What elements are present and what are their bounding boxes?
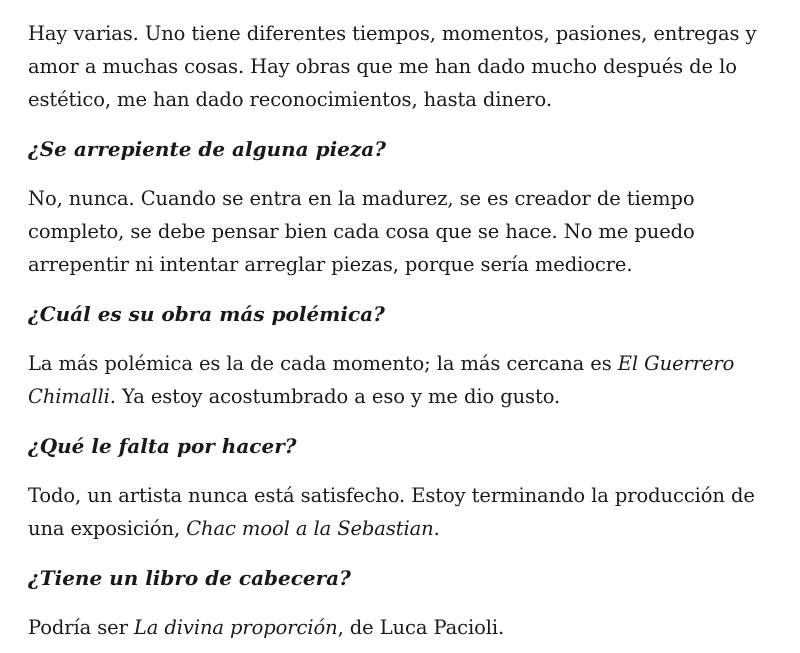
answer-text: .	[433, 517, 440, 540]
artwork-title: El Guerrero Chimalli	[28, 352, 735, 408]
answer-paragraph-2	[28, 182, 772, 281]
answer-paragraph-5	[28, 611, 772, 644]
answer-text: La más polémica es la de cada momento; la más cercana es	[28, 352, 618, 375]
answer-paragraph-1	[28, 17, 772, 116]
question-4: ¿Qué le falta por hacer?	[28, 434, 297, 458]
question-2: ¿Se arrepiente de alguna pieza?	[28, 137, 386, 161]
answer-text: Todo, un artista nunca está satisfecho. Estoy terminando la producción de una exposición,	[28, 484, 755, 540]
exhibition-title: Chac mool a la Sebastian	[186, 517, 434, 540]
answer-paragraph-4	[28, 479, 772, 545]
answer-paragraph-3	[28, 347, 772, 413]
answer-text: . Ya estoy acostumbrado a eso y me dio gusto.	[109, 385, 561, 408]
question-3: ¿Cuál es su obra más polémica?	[28, 302, 385, 326]
answer-text: No, nunca. Cuando se entra en la madurez, se es creador de tiempo completo, se debe pensar bien cada cosa que se hace. No me puedo arrepentir ni intentar arreglar piezas, porque sería mediocre.	[28, 187, 695, 276]
question-5: ¿Tiene un libro de cabecera?	[28, 566, 351, 590]
answer-text: , de Luca Pacioli.	[337, 616, 505, 639]
book-title: La divina proporción	[133, 616, 338, 639]
answer-text: Podría ser	[28, 616, 134, 639]
answer-text: Hay varias. Uno tiene diferentes tiempos, momentos, pasiones, entregas y amor a muchas cosas. Hay obras que me han dado mucho después de lo estético, me han dado reconocimientos, hasta dinero.	[28, 22, 757, 111]
